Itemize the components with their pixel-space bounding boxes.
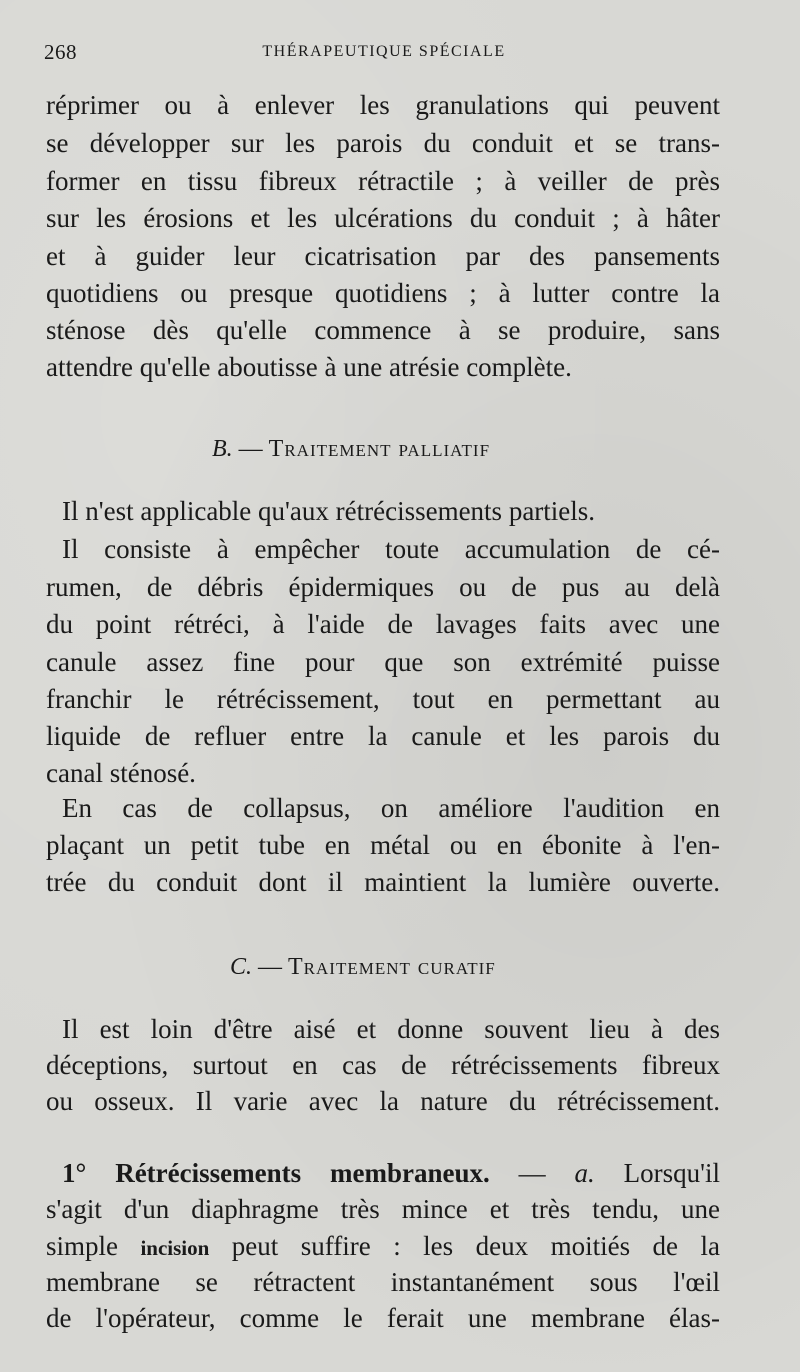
- para4-line: plaçant un petit tube en métal ou en ébonite à l'en-: [46, 830, 720, 860]
- para3-line: rumen, de débris épidermiques ou de pus au delà: [46, 572, 720, 602]
- para1-line: attendre qu'elle aboutisse à une atrésie complète.: [46, 352, 572, 382]
- para3-line: franchir le rétrécissement, tout en permettant au: [46, 684, 720, 714]
- para5-line: Il est loin d'être aisé et donne souvent lieu à des: [62, 1014, 720, 1044]
- section-b-dash: —: [238, 436, 263, 462]
- para6-line: de l'opérateur, comme le ferait une membrane élas-: [46, 1303, 720, 1333]
- para5-line: déceptions, surtout en cas de rétrécissements fibreux: [46, 1050, 720, 1080]
- para6-lead-number: 1°: [62, 1158, 87, 1188]
- section-b-title: Traitement palliatif: [268, 436, 491, 462]
- section-b-letter: B.: [212, 436, 233, 462]
- para3-line: du point rétréci, à l'aide de lavages faits avec une: [46, 609, 720, 639]
- para6-line: [46, 1229, 720, 1263]
- para6-line: s'agit d'un diaphragme très mince et très tendu, une: [46, 1194, 720, 1224]
- para6-lead-letter: a.: [574, 1158, 595, 1188]
- section-c-title: Traitement curatif: [288, 954, 496, 980]
- para1-line: former en tissu fibreux rétractile ; à veiller de près: [46, 166, 720, 196]
- para5-line: ou osseux. Il varie avec la nature du rétrécissement.: [46, 1086, 720, 1116]
- section-c-heading: [46, 952, 800, 982]
- para1-line: se développer sur les parois du conduit et se trans-: [46, 128, 720, 158]
- para4-line: trée du conduit dont il maintient la lumière ouverte.: [46, 867, 720, 897]
- section-b-heading: [46, 434, 800, 464]
- para2-line: Il n'est applicable qu'aux rétrécissements partiels.: [62, 496, 596, 526]
- page-header: [44, 40, 724, 70]
- para3-line: liquide de refluer entre la canule et les parois du: [46, 721, 720, 751]
- para6-line3-bold: incision: [140, 1236, 210, 1260]
- para6-lead-dash: —: [518, 1158, 546, 1188]
- para1-line: et à guider leur cicatrisation par des pansements: [46, 241, 720, 271]
- para1-line: sténose dès qu'elle commence à se produire, sans: [46, 315, 720, 345]
- para3-line: Il consiste à empêcher toute accumulation de cé-: [62, 534, 720, 564]
- para6-line3-before: simple: [46, 1231, 118, 1261]
- para6-line3-after: peut suffire : les deux moitiés de la: [231, 1231, 720, 1261]
- para6-lead-title: Rétrécissements membraneux.: [115, 1158, 490, 1188]
- page-number: 268: [44, 40, 77, 64]
- para6-line1-rest: Lorsqu'il: [623, 1158, 721, 1188]
- para6-line: membrane se rétractent instantanément sous l'œil: [46, 1267, 720, 1297]
- running-title: THÉRAPEUTIQUE SPÉCIALE: [262, 43, 506, 60]
- para6-line: [46, 1156, 720, 1190]
- para1-line: quotidiens ou presque quotidiens ; à lutter contre la: [46, 278, 720, 308]
- para4-line: En cas de collapsus, on améliore l'audition en: [62, 793, 720, 823]
- para1-line: sur les érosions et les ulcérations du conduit ; à hâter: [46, 203, 720, 233]
- section-c-dash: —: [258, 954, 283, 980]
- para3-line: canule assez fine pour que son extrémité puisse: [46, 647, 720, 677]
- para1-line: réprimer ou à enlever les granulations qui peuvent: [46, 90, 720, 120]
- para3-line: canal sténosé.: [46, 758, 196, 788]
- section-c-letter: C.: [230, 954, 253, 980]
